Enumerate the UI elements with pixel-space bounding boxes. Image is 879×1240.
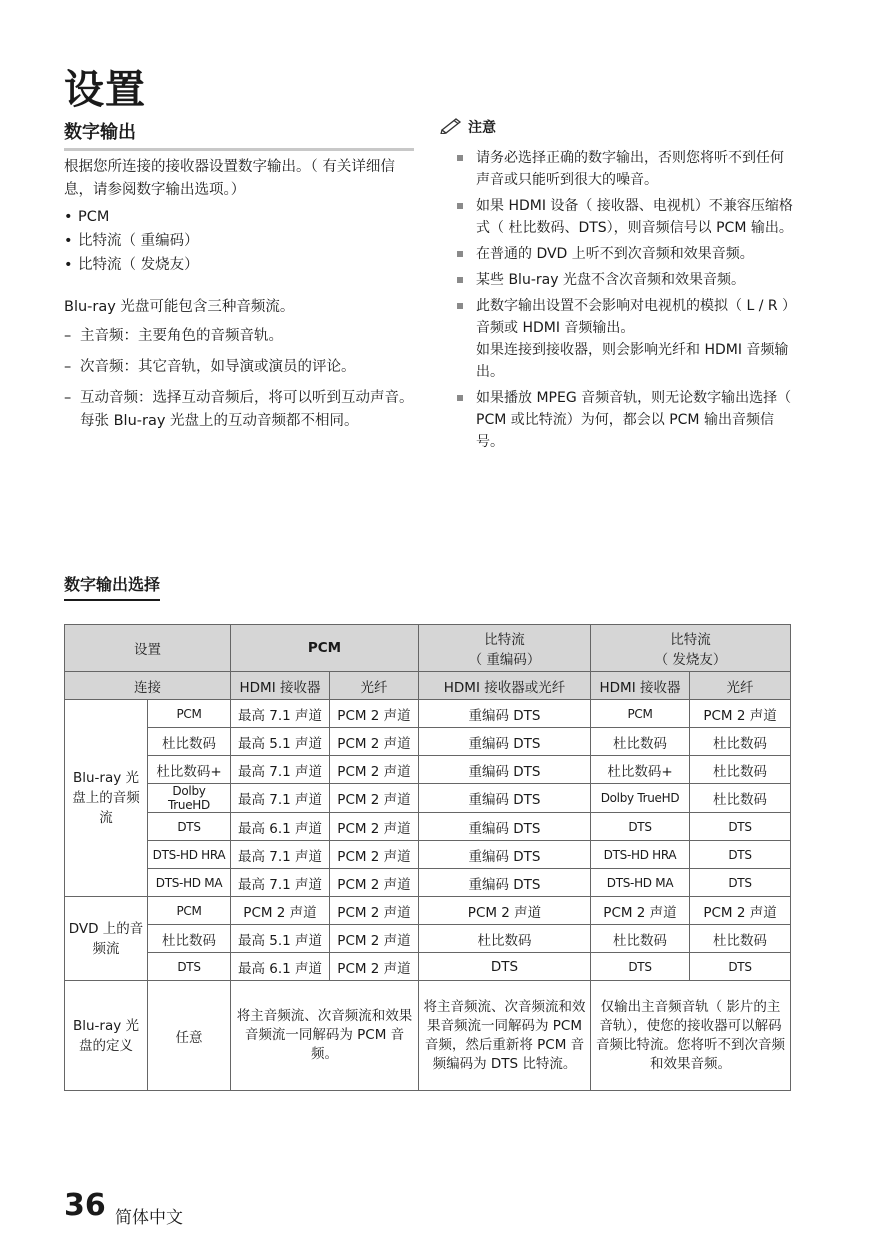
definition-any: 任意 [148, 981, 231, 1091]
table-cell: 重编码 DTS [419, 784, 591, 813]
table-cell: DTS [690, 841, 791, 869]
table-cell: PCM 2 声道 [419, 897, 591, 925]
table-cell: 重编码 DTS [419, 813, 591, 841]
table-cell: 最高 7.1 声道 [231, 756, 330, 784]
definition-reencode: 将主音频流、次音频流和效果音频流一同解码为 PCM 音频，然后重新将 PCM 音频编码为 DTS 比特流。 [419, 981, 591, 1091]
table-row [65, 756, 791, 784]
note-item: 请务必选择正确的数字输出，否则您将听不到任何声音或只能听到很大的噪音。 [454, 147, 794, 191]
table-row [65, 869, 791, 897]
definition-pcm: 将主音频流、次音频流和效果音频流一同解码为 PCM 音频。 [231, 981, 419, 1091]
table-cell: DTS [690, 813, 791, 841]
table-cell: PCM 2 声道 [330, 756, 419, 784]
table-cell: 杜比数码 [690, 784, 791, 813]
table-cell: 杜比数码 [148, 728, 231, 756]
table-cell: 杜比数码 [419, 925, 591, 953]
table-cell: PCM [591, 700, 690, 728]
table-cell: 重编码 DTS [419, 728, 591, 756]
intro-text: 根据您所连接的接收器设置数字输出。（ 有关详细信息，请参阅数字输出选项。） [64, 159, 395, 198]
table-row [65, 813, 791, 841]
digital-output-table [64, 624, 791, 1091]
table-cell: 杜比数码 [148, 925, 231, 953]
table-cell: PCM [148, 897, 231, 925]
left-column [64, 156, 416, 441]
table-row [65, 728, 791, 756]
table-cell: PCM 2 声道 [330, 897, 419, 925]
header-pcm: PCM [231, 625, 419, 672]
stream-list [64, 325, 416, 433]
table-cell: PCM [148, 700, 231, 728]
table-cell: 最高 7.1 声道 [231, 869, 330, 897]
table-cell: DTS [419, 953, 591, 981]
table-cell: DTS-HD MA [591, 869, 690, 897]
table-cell: 杜比数码 [591, 925, 690, 953]
page-title: 设置 [64, 67, 146, 113]
group-definition: Blu-ray 光盘的定义 [65, 981, 148, 1091]
table-row [65, 925, 791, 953]
note-list [454, 147, 794, 457]
table-cell: PCM 2 声道 [330, 700, 419, 728]
output-option-list [64, 206, 416, 278]
section-title: 数字输出 [64, 118, 414, 151]
header-connection: 连接 [65, 672, 231, 700]
table-cell: 重编码 DTS [419, 756, 591, 784]
header-optical: 光纤 [330, 672, 419, 700]
table-cell: Dolby TrueHD [591, 784, 690, 813]
header-hdmi: HDMI 接收器 [231, 672, 330, 700]
note-heading [440, 116, 496, 138]
stream-intro: Blu-ray 光盘可能包含三种音频流。 [64, 299, 295, 315]
table-row [65, 953, 791, 981]
table-cell: PCM 2 声道 [330, 784, 419, 813]
table-cell: DTS-HD HRA [148, 841, 231, 869]
table-cell: PCM 2 声道 [330, 925, 419, 953]
pencil-icon [440, 116, 464, 138]
table-cell: DTS [591, 953, 690, 981]
language-label: 简体中文 [115, 1208, 183, 1228]
group-bluray: Blu-ray 光盘上的音频流 [65, 700, 148, 897]
header-reencode-line2: （ 重编码） [468, 652, 541, 668]
table-cell: 杜比数码+ [591, 756, 690, 784]
header-optical-2: 光纤 [690, 672, 791, 700]
header-setting: 设置 [65, 625, 231, 672]
table-cell: 杜比数码 [690, 756, 791, 784]
table-cell: DTS [148, 953, 231, 981]
table-cell: 杜比数码 [690, 728, 791, 756]
group-dvd: DVD 上的音频流 [65, 897, 148, 981]
table-cell: PCM 2 声道 [231, 897, 330, 925]
table-cell: DTS [591, 813, 690, 841]
note-item: 某些 Blu-ray 光盘不含次音频和效果音频。 [454, 269, 794, 291]
table-header-row [65, 625, 791, 672]
table-cell: 最高 7.1 声道 [231, 700, 330, 728]
table-cell: 杜比数码 [591, 728, 690, 756]
table-cell: DTS [690, 869, 791, 897]
table-cell: 最高 5.1 声道 [231, 728, 330, 756]
table-cell: PCM 2 声道 [330, 728, 419, 756]
definition-row [65, 981, 791, 1091]
note-text: 此数字输出设置不会影响对电视机的模拟（ L / R ）音频或 HDMI 音频输出。 [476, 298, 790, 336]
table-cell: 杜比数码+ [148, 756, 231, 784]
table-cell: PCM 2 声道 [330, 953, 419, 981]
definition-audiophile: 仅输出主音频音轨（ 影片的主音轨），使您的接收器可以解码音频比特流。您将听不到次音频和效果音频。 [591, 981, 791, 1091]
table-title: 数字输出选择 [64, 572, 160, 601]
header-hdmi-2: HDMI 接收器 [591, 672, 690, 700]
table-cell: PCM 2 声道 [330, 869, 419, 897]
header-reencode [419, 625, 591, 672]
table-cell: 最高 6.1 声道 [231, 953, 330, 981]
list-item: • PCM [64, 206, 416, 230]
table-cell: DTS [148, 813, 231, 841]
table-row [65, 841, 791, 869]
note-item: 在普通的 DVD 上听不到次音频和效果音频。 [454, 243, 794, 265]
table-cell: 重编码 DTS [419, 700, 591, 728]
header-reencode-line1: 比特流 [484, 632, 525, 648]
table-row [65, 897, 791, 925]
table-cell: PCM 2 声道 [690, 897, 791, 925]
list-item: – 次音频：其它音轨，如导演或演员的评论。 [64, 356, 416, 379]
table-row [65, 784, 791, 813]
list-item: – 主音频：主要角色的音频音轨。 [64, 325, 416, 348]
note-item [454, 295, 794, 383]
table-cell: 最高 7.1 声道 [231, 841, 330, 869]
list-item: • 比特流（ 发烧友） [64, 254, 416, 278]
list-item: – 互动音频：选择互动音频后，将可以听到互动声音。每张 Blu-ray 光盘上的互动音频都不相同。 [64, 387, 416, 433]
page-number: 36 [64, 1188, 106, 1223]
table-cell: 杜比数码 [690, 925, 791, 953]
note-title: 注意 [468, 120, 496, 136]
table-cell: PCM 2 声道 [330, 813, 419, 841]
table-cell: PCM 2 声道 [330, 841, 419, 869]
table-cell: DTS-HD MA [148, 869, 231, 897]
table-row [65, 700, 791, 728]
table-cell: 重编码 DTS [419, 869, 591, 897]
table-cell: 最高 7.1 声道 [231, 784, 330, 813]
list-item: • 比特流（ 重编码） [64, 230, 416, 254]
table-cell: DTS [690, 953, 791, 981]
note-item: 如果播放 MPEG 音频音轨，则无论数字输出选择（ PCM 或比特流）为何，都会以 PCM 输出音频信号。 [454, 387, 794, 453]
header-audiophile-line2: （ 发烧友） [654, 652, 727, 668]
note-item: 如果 HDMI 设备（ 接收器、电视机）不兼容压缩格式（ 杜比数码、DTS），则音频信号以 PCM 输出。 [454, 195, 794, 239]
table-cell: 最高 5.1 声道 [231, 925, 330, 953]
table-cell: PCM 2 声道 [690, 700, 791, 728]
table-subheader-row [65, 672, 791, 700]
header-audiophile-line1: 比特流 [670, 632, 711, 648]
table-cell: 重编码 DTS [419, 841, 591, 869]
table-cell: 最高 6.1 声道 [231, 813, 330, 841]
table-cell: DTS-HD HRA [591, 841, 690, 869]
header-hdmi-or-optical: HDMI 接收器或光纤 [419, 672, 591, 700]
note-text: 如果连接到接收器，则会影响光纤和 HDMI 音频输出。 [476, 342, 789, 380]
table-cell: PCM 2 声道 [591, 897, 690, 925]
header-audiophile [591, 625, 791, 672]
table-cell: Dolby TrueHD [148, 784, 231, 813]
